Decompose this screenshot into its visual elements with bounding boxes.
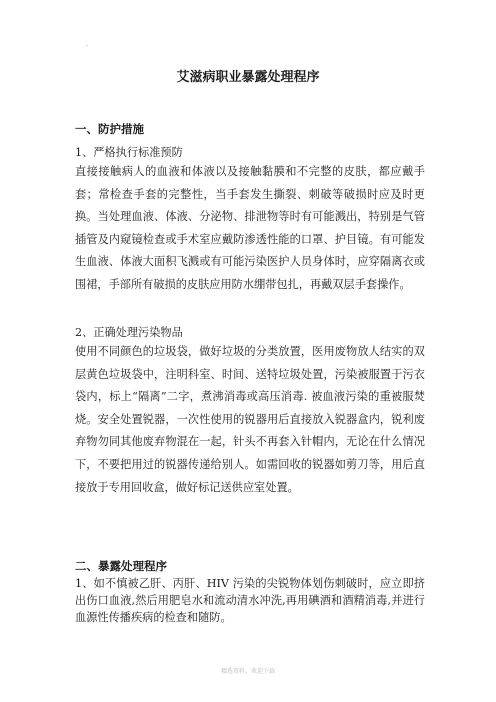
subheading-contaminated-items: 2、正确处理污染物品 [75,326,183,339]
subheading-standard-precautions: 1、严格执行标准预防 [75,146,183,159]
paragraph-exposure-step-1: 1、如不慎被乙肝、丙肝、HIV 污染的尖锐物体划伤刺破时，应立即挤出伤口血液,然后用肥皂水和流动清水冲洗,再用碘酒和酒精消毒,并进行血源性传播疾病的检查和随防。 [75,577,425,624]
page-footer: 精选资料，欢迎下载 [220,668,275,675]
section-heading-exposure: 二、暴露处理程序 [75,559,167,573]
document-title: 艾滋病职业暴露处理程序 [176,70,320,85]
page-marker: . [86,40,89,48]
paragraph-standard-precautions: 直接接触病人的血液和体液以及接触黏膜和不完整的皮肤，都应戴手套；常检查手套的完整性，当手套发生撕裂、刺破等破损时应及时更换。当处理血液、体液、分泌物、排泄物等时有可能溅出，特别是气管插管及内窥镜检查或手术室应戴防渗透性能的口罩、护目镜。有可能发生血液、体液大面积飞溅或有可能污染医护人员身体时，应穿隔离衣或围裙，手部所有破损的皮肤应用防水绷带包扎，再戴双层手套操作。 [75,165,425,291]
paragraph-contaminated-items: 使用不同颜色的垃圾袋，做好垃圾的分类放置，医用废物放人结实的双层黄色垃圾袋中，注明科室、时间、送特垃圾处置，污染被服置于污衣袋内，标上“隔离”二字，煮沸消毒或高压消毒. 被血液污染的重被服焚烧。安全处置锐器，一次性使用的锐器用后直接放入锐器盒内，锐利废弃物勿同其他废弃物混在一起，针头不再套入针帽内，无论在什么情况下，不要把用过的锐器传递给别人。如需回收的锐器如剪刀等，用后直接放于专用回收盒，做好标记送供应室处置。 [75,345,425,494]
section-heading-protection: 一、防护措施 [75,122,144,136]
